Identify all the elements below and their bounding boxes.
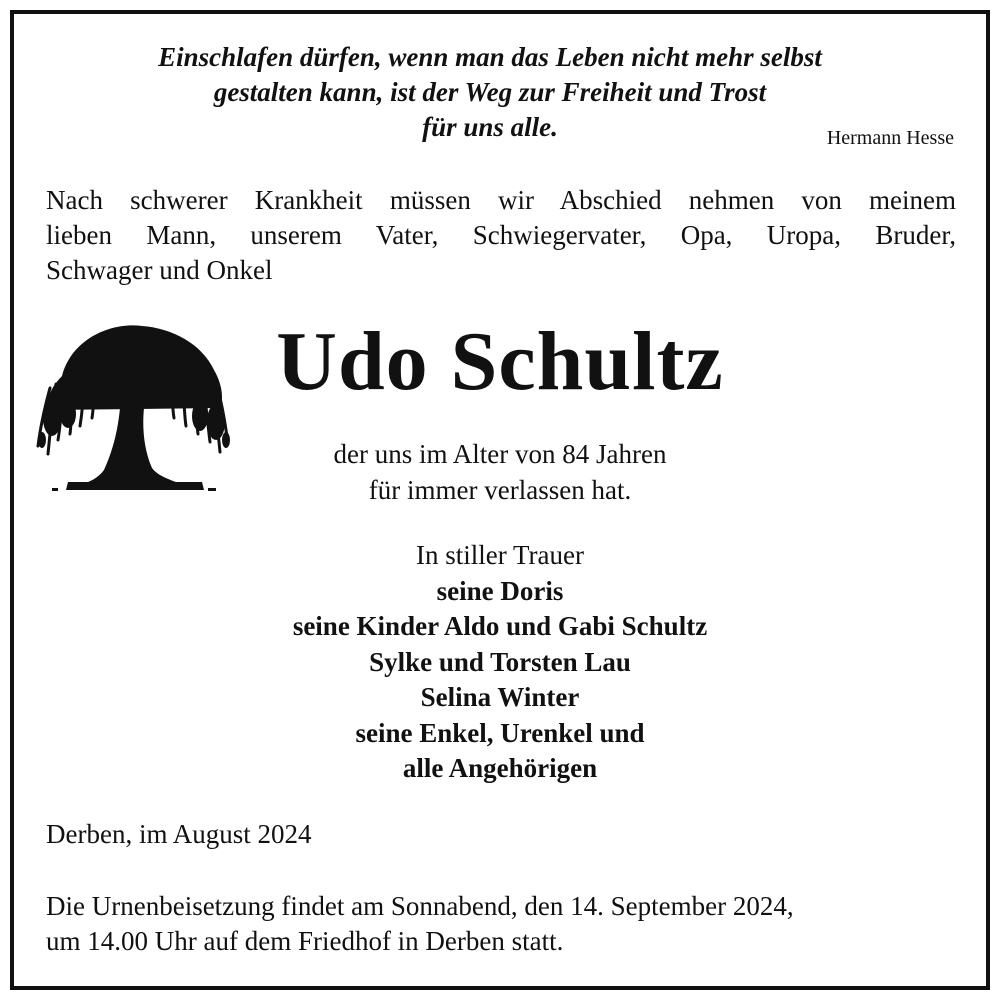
burial-line: um 14.00 Uhr auf dem Friedhof in Derben statt. (46, 926, 564, 956)
burial-line: Die Urnenbeisetzung findet am Sonnabend, den 14. September 2024, (46, 891, 794, 921)
mourner-name: seine Enkel, Urenkel und (355, 717, 645, 748)
burial-notice (46, 889, 956, 959)
mourner-name: seine Doris (436, 575, 564, 606)
age-line: für immer verlassen hat. (368, 475, 632, 505)
quote-author: Hermann Hesse (826, 127, 954, 149)
mourner-name: seine Kinder Aldo und Gabi Schultz (292, 611, 708, 641)
quote-line: für uns alle. (422, 112, 558, 142)
quote-line: Einschlafen dürfen, wenn man das Leben nicht mehr selbst (158, 42, 822, 72)
deceased-name: Udo Schultz (276, 315, 724, 408)
intro-text (46, 183, 956, 288)
mourner-name: Sylke und Torsten Lau (369, 646, 631, 677)
weeping-willow-icon (32, 318, 234, 500)
intro-line: Nach schwerer Krankheit müssen wir Abschied nehmen von meinem (46, 185, 956, 215)
intro-line: lieben Mann, unserem Vater, Schwiegervater, Opa, Uropa, Bruder, (46, 220, 956, 250)
mourners-block (150, 538, 850, 787)
intro-line: Schwager und Onkel (46, 255, 273, 285)
quote-line: gestalten kann, ist der Weg zur Freiheit und Trost (213, 77, 767, 107)
mourner-name: Selina Winter (420, 682, 580, 712)
mourner-name: alle Angehörigen (402, 753, 598, 783)
mourners-intro: In stiller Trauer (416, 540, 584, 570)
age-line: der uns im Alter von 84 Jahren (333, 439, 667, 469)
place-date: Derben, im August 2024 (46, 819, 312, 849)
age-statement (250, 436, 750, 508)
